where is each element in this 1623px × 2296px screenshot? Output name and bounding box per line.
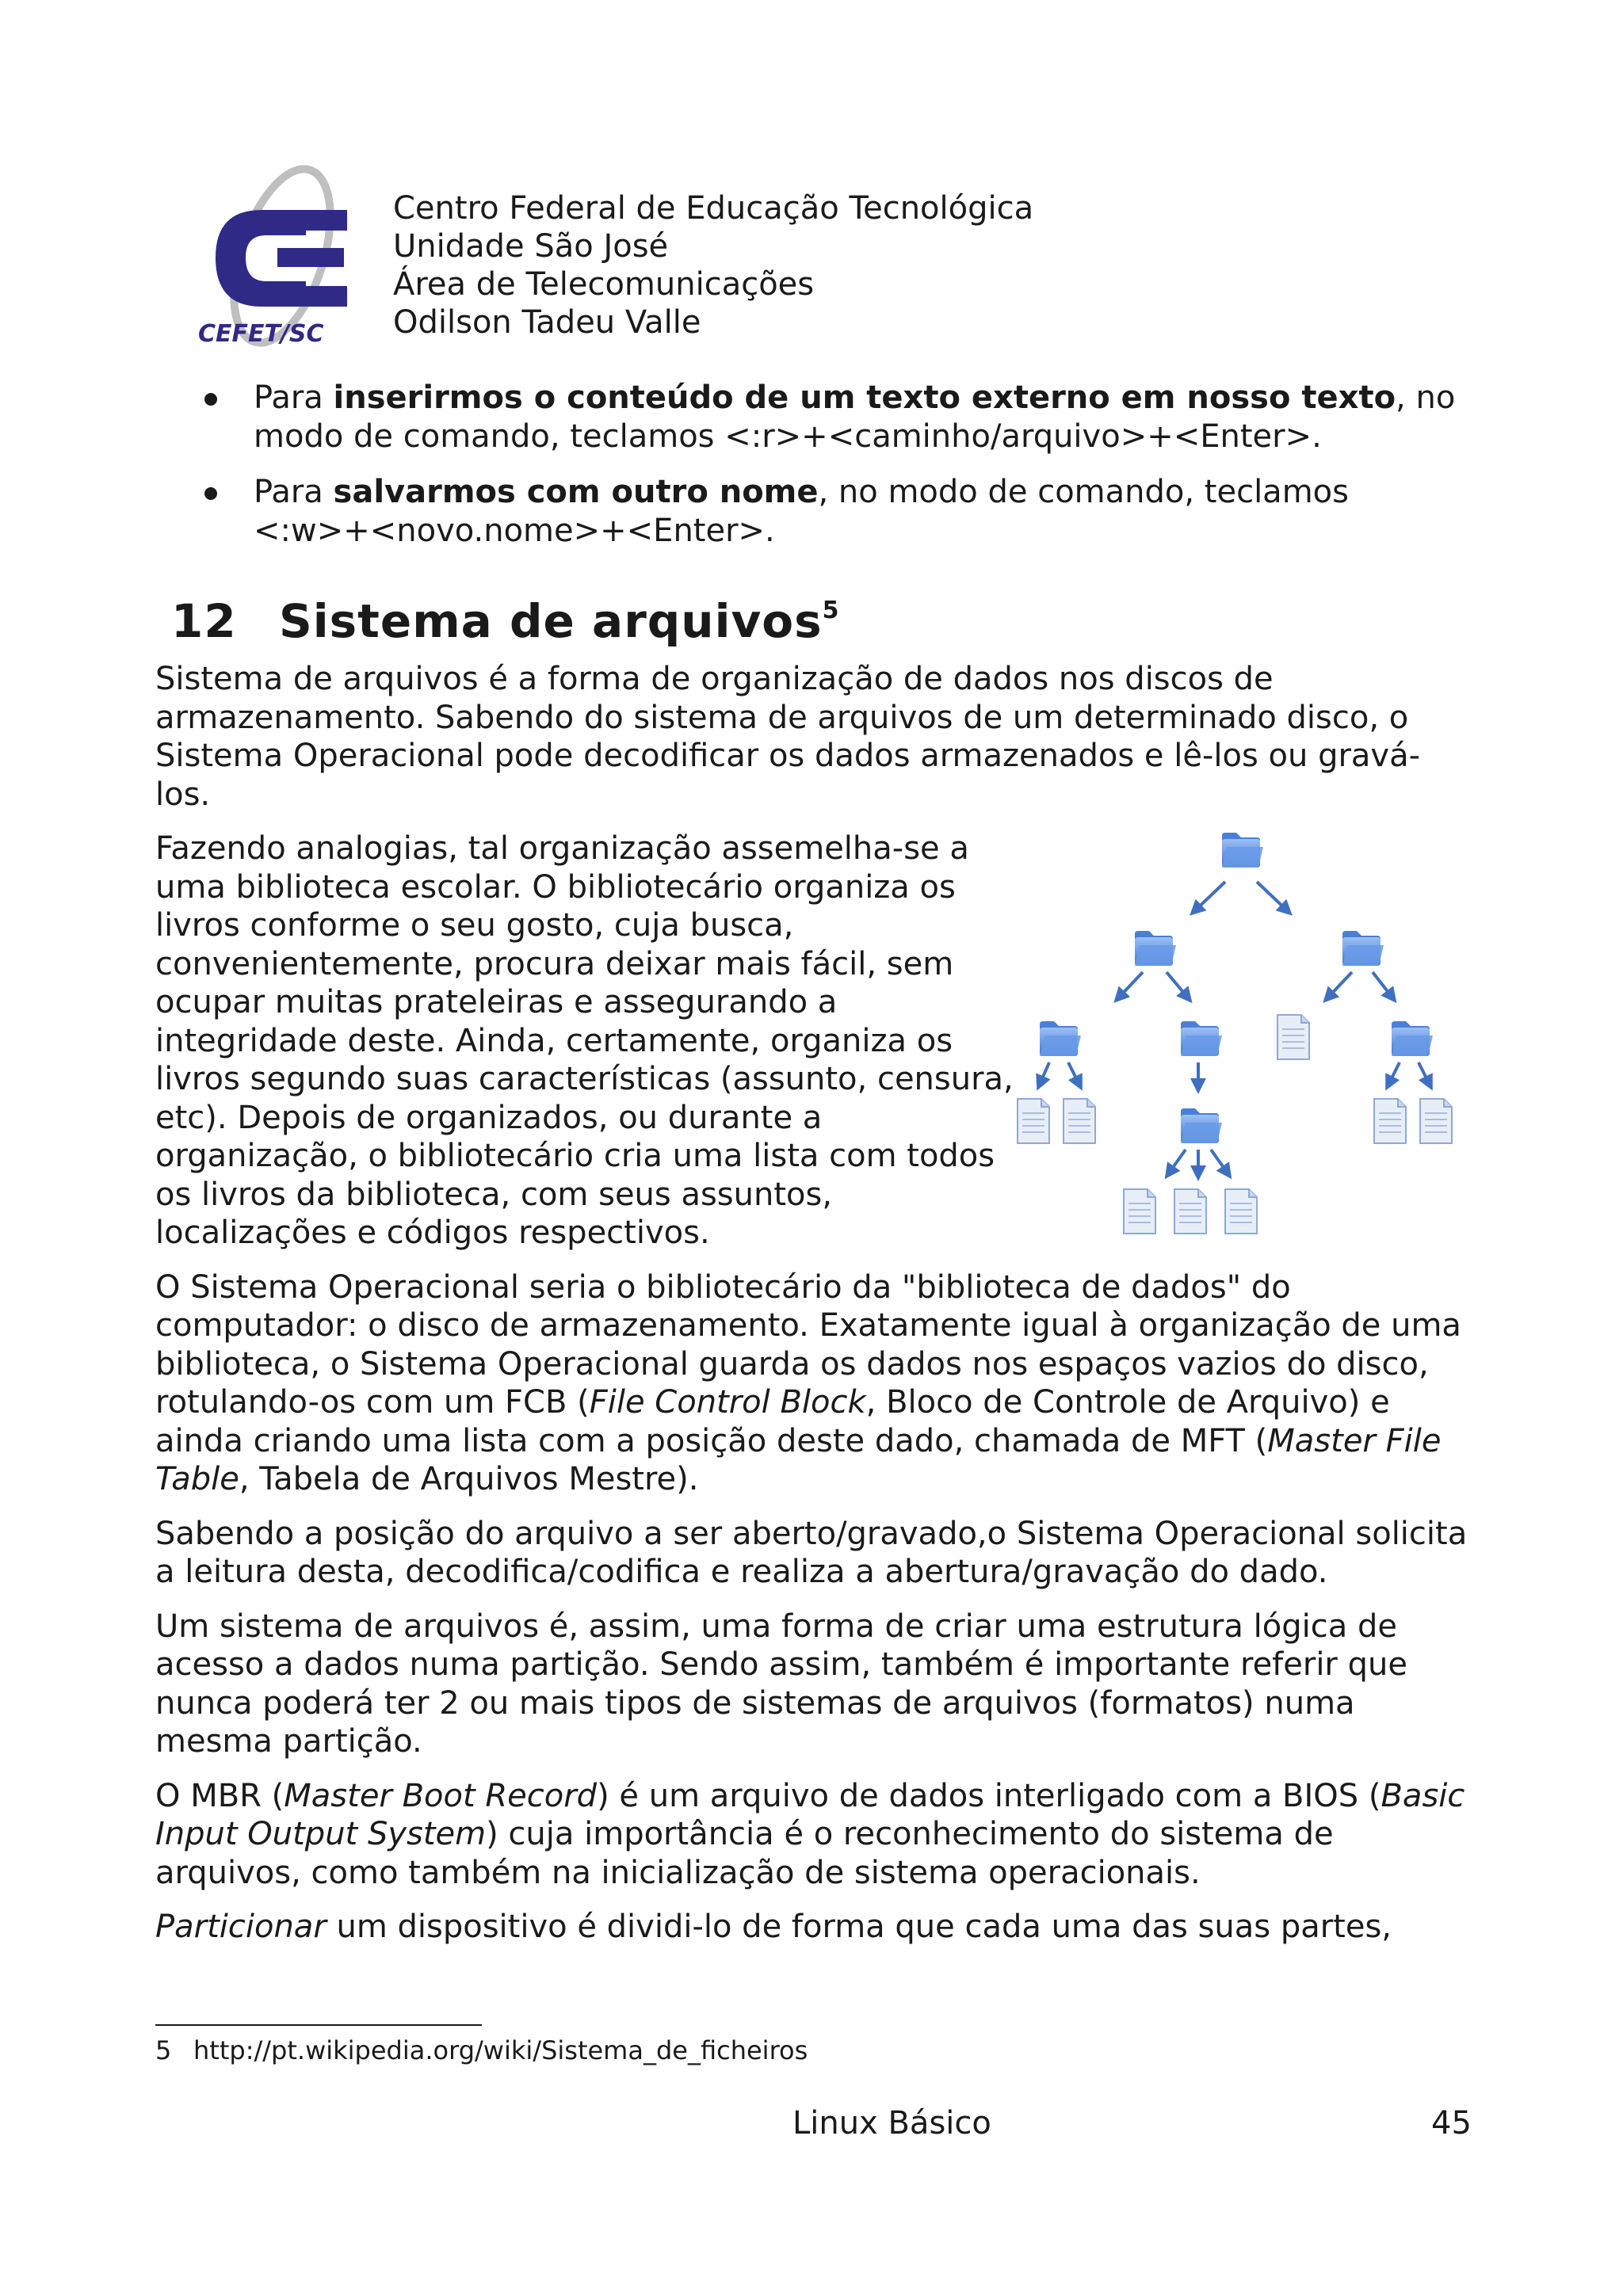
paragraph	[155, 1268, 1471, 1499]
bullet-text: Para	[254, 379, 334, 416]
page-number: 45	[1431, 2105, 1472, 2142]
file-icon	[1420, 1099, 1452, 1143]
file-icon	[1277, 1015, 1309, 1059]
footer-title: Linux Básico	[792, 2105, 991, 2142]
bullet-text: , no modo de comando, teclamos <:w>+<novo.nome>+<Enter>.	[254, 474, 1349, 549]
bullet-text: , no modo de comando, teclamos <:r>+<caminho/arquivo>+<Enter>.	[254, 379, 1456, 455]
bullet-icon	[204, 393, 217, 406]
bullet-bold-text: inserirmos o conteúdo de um texto externo em nosso texto	[333, 379, 1396, 416]
folder-icon	[1342, 931, 1384, 966]
footnote	[155, 2035, 808, 2066]
text-run: , Tabela de Arquivos Mestre).	[239, 1461, 699, 1497]
folder-icon	[1040, 1021, 1081, 1056]
text-run: O MBR (	[155, 1777, 285, 1814]
bullet-item	[155, 379, 1471, 456]
paragraph: Um sistema de arquivos é, assim, uma forma de criar uma estrutura lógica de acesso a dados numa partição. Sendo assim, também é importante referir que nunca poderá ter 2 ou mais tipos de sistemas de arquivos (formatos) numa mesma partição.	[155, 1608, 1407, 1760]
file-icon	[1225, 1189, 1257, 1234]
institution-info	[393, 189, 1033, 341]
paragraph: Fazendo analogias, tal organização assemelha-se a uma biblioteca escolar. O bibliotecário organiza os livros conforme o seu gosto, cuja busca, convenientemente, procura deixar mais fácil, sem ocupar muitas prateleiras e assegurando a integridade deste. Ainda, certamente, organiza os livros segundo suas características (assunto, censura, etc). Depois de organizados, ou durante a organização, o bibliotecário cria uma lista com todos os livros da biblioteca, com seus assuntos, localizações e códigos respectivos.	[155, 830, 1014, 1251]
paragraph	[155, 1777, 1471, 1893]
section-heading	[171, 583, 1471, 649]
logo-text: CEFET/SC	[198, 320, 324, 348]
text-run: ) cuja importância é o reconhecimento do sistema de arquivos, como também na inicialização de sistema operacionais.	[155, 1816, 1334, 1891]
footnote-number: 5	[155, 2035, 172, 2065]
institution-unit: Unidade São José	[393, 228, 669, 265]
footnote-link[interactable]: http://pt.wikipedia.org/wiki/Sistema_de_ficheiros	[193, 2035, 808, 2065]
italic-term: Basic Input Output System	[155, 1777, 1465, 1852]
section-title: Sistema de arquivos	[279, 594, 823, 648]
file-icon	[1374, 1099, 1406, 1143]
footnote-ref: 5	[822, 597, 840, 624]
section-number: 12	[171, 594, 237, 648]
footnote-divider	[155, 2024, 482, 2026]
bullet-bold-text: salvarmos com outro nome	[333, 474, 819, 510]
file-icon	[1064, 1099, 1095, 1143]
italic-term: File Control Block	[589, 1384, 866, 1421]
text-run: ) é um arquivo de dados interligado com a BIOS (	[597, 1777, 1381, 1814]
folder-icon	[1181, 1108, 1222, 1143]
institution-name: Centro Federal de Educação Tecnológica	[393, 190, 1034, 227]
paragraph: Sabendo a posição do arquivo a ser aberto/gravado,o Sistema Operacional solicita a leitura desta, decodifica/codifica e realiza a abertura/gravação do dado.	[155, 1515, 1468, 1590]
italic-term: Master Boot Record	[284, 1777, 598, 1814]
file-tree-diagram	[1011, 830, 1471, 1257]
paragraph: Sistema de arquivos é a forma de organização de dados nos discos de armazenamento. Sabendo do sistema de arquivos de um determinado disco, o Sistema Operacional pode decodificar os dados armazenados e lê-los ou gravá-los.	[155, 661, 1421, 813]
bullet-icon	[204, 487, 217, 500]
folder-icon	[1222, 833, 1263, 868]
text-run: , Bloco de Controle de Arquivo) e ainda criando uma lista com a posição deste dado, chamada de MFT (	[155, 1384, 1390, 1459]
cefet-logo	[189, 162, 379, 353]
file-icon	[1124, 1189, 1155, 1234]
folder-icon	[1135, 931, 1176, 966]
italic-term: Master File Table	[155, 1422, 1442, 1497]
paragraph-with-figure	[155, 830, 1471, 1253]
italic-term: Particionar	[155, 1909, 327, 1945]
folder-icon	[1181, 1021, 1222, 1056]
text-run: O Sistema Operacional seria o bibliotecário da "biblioteca de dados" do computador: o disco de armazenamento. Exatamente igual à organização de uma biblioteca, o Sistema Operacional guarda os dados nos espaços vazios do disco, rotulando-os com um FCB (	[155, 1268, 1461, 1421]
author-name: Odilson Tadeu Valle	[393, 304, 701, 341]
paragraph	[155, 1908, 1471, 1947]
file-icon	[1174, 1189, 1206, 1234]
page-content	[155, 379, 1471, 1962]
bullet-item	[155, 473, 1471, 550]
folder-icon	[1392, 1021, 1433, 1056]
bullet-text: Para	[254, 474, 334, 510]
text-run: um dispositivo é dividi-lo de forma que cada uma das suas partes,	[326, 1909, 1392, 1945]
institution-area: Área de Telecomunicações	[393, 266, 815, 303]
page-header	[189, 162, 1140, 353]
bullet-list	[155, 379, 1471, 550]
file-icon	[1018, 1099, 1049, 1143]
